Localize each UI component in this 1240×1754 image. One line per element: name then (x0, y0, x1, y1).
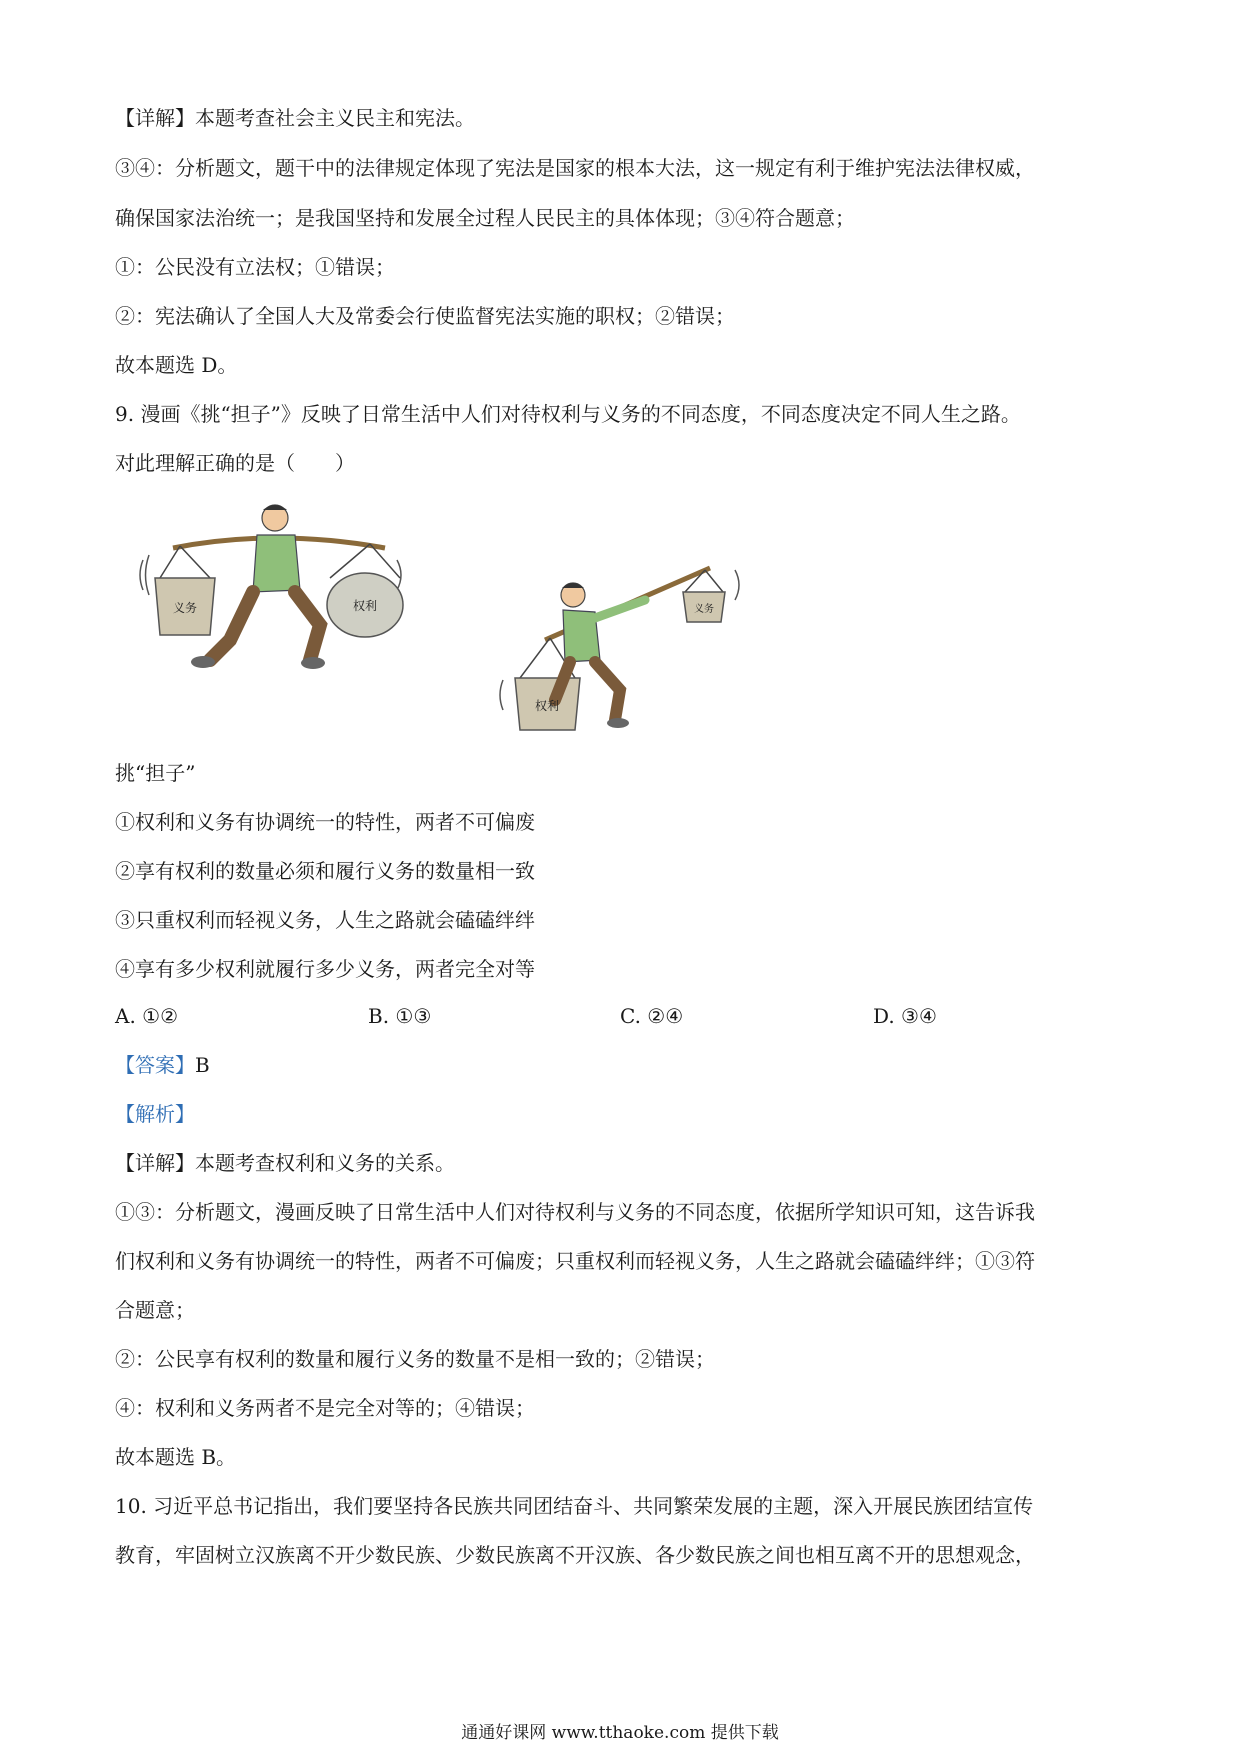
analysis-line: ③④：分析题文，题干中的法律规定体现了宪法是国家的根本大法，这一规定有利于维护宪法法律权威， (115, 156, 1035, 180)
option-d: D. ③④ (873, 1004, 937, 1028)
question-10-stem: 教育，牢固树立汉族离不开少数民族、少数民族离不开汉族、各少数民族之间也相互离不开的思想观念， (115, 1543, 1035, 1567)
detail-line: 们权利和义务有协调统一的特性，两者不可偏废；只重权利而轻视义务，人生之路就会磕磕绊绊；①③符 (115, 1249, 1035, 1273)
option-a: A. ①② (115, 1004, 179, 1028)
conclusion-line: 故本题选 B。 (115, 1445, 237, 1469)
question-9-stem: 9. 漫画《挑“担子”》反映了日常生活中人们对待权利与义务的不同态度，不同态度决定不同人生之路。 (115, 402, 1021, 426)
statement-4: ④享有多少权利就履行多少义务，两者完全对等 (115, 957, 535, 981)
conclusion-line: 故本题选 D。 (115, 353, 238, 377)
cartoon-caption: 挑“担子” (115, 761, 196, 785)
detail-line: ①③：分析题文，漫画反映了日常生活中人们对待权利与义务的不同态度，依据所学知识可知，这告诉我 (115, 1200, 1035, 1224)
detail-heading-q9: 【详解】本题考查权利和义务的关系。 (115, 1151, 455, 1175)
cartoon-balanced-carrier (135, 500, 415, 675)
question-9-stem: 对此理解正确的是（ ） (115, 451, 355, 475)
answer-line (115, 1052, 210, 1078)
heavy-basket-label: 权利 (534, 699, 560, 713)
analysis-line: 确保国家法治统一；是我国坚持和发展全过程人民民主的具体体现；③④符合题意； (115, 206, 855, 230)
option-b: B. ①③ (368, 1004, 432, 1028)
statement-1: ①权利和义务有协调统一的特性，两者不可偏废 (115, 810, 535, 834)
right-basket-label: 权利 (352, 599, 378, 613)
answer-tag: 【答案】 (115, 1053, 195, 1077)
statement-2: ②享有权利的数量必须和履行义务的数量相一致 (115, 859, 535, 883)
analysis-tag: 【解析】 (115, 1102, 195, 1126)
analysis-line: ②：宪法确认了全国人大及常委会行使监督宪法实施的职权；②错误； (115, 304, 735, 328)
left-basket-label: 义务 (172, 601, 198, 615)
question-10-stem: 10. 习近平总书记指出，我们要坚持各民族共同团结奋斗、共同繁荣发展的主题，深入开展民族团结宣传 (115, 1494, 1034, 1518)
detail-line: ④：权利和义务两者不是完全对等的；④错误； (115, 1396, 535, 1420)
light-basket-label: 义务 (694, 604, 714, 615)
page-footer: 通通好课网 www.tthaoke.com 提供下载 (461, 1723, 779, 1743)
detail-heading-q8: 【详解】本题考查社会主义民主和宪法。 (115, 106, 475, 130)
detail-line: ②：公民享有权利的数量和履行义务的数量不是相一致的；②错误； (115, 1347, 715, 1371)
cartoon-unbalanced-carrier (495, 560, 755, 735)
option-c: C. ②④ (620, 1004, 684, 1028)
answer-value: B (195, 1053, 210, 1077)
statement-3: ③只重权利而轻视义务，人生之路就会磕磕绊绊 (115, 908, 535, 932)
analysis-line: ①：公民没有立法权；①错误； (115, 255, 395, 279)
detail-line: 合题意； (115, 1298, 195, 1322)
